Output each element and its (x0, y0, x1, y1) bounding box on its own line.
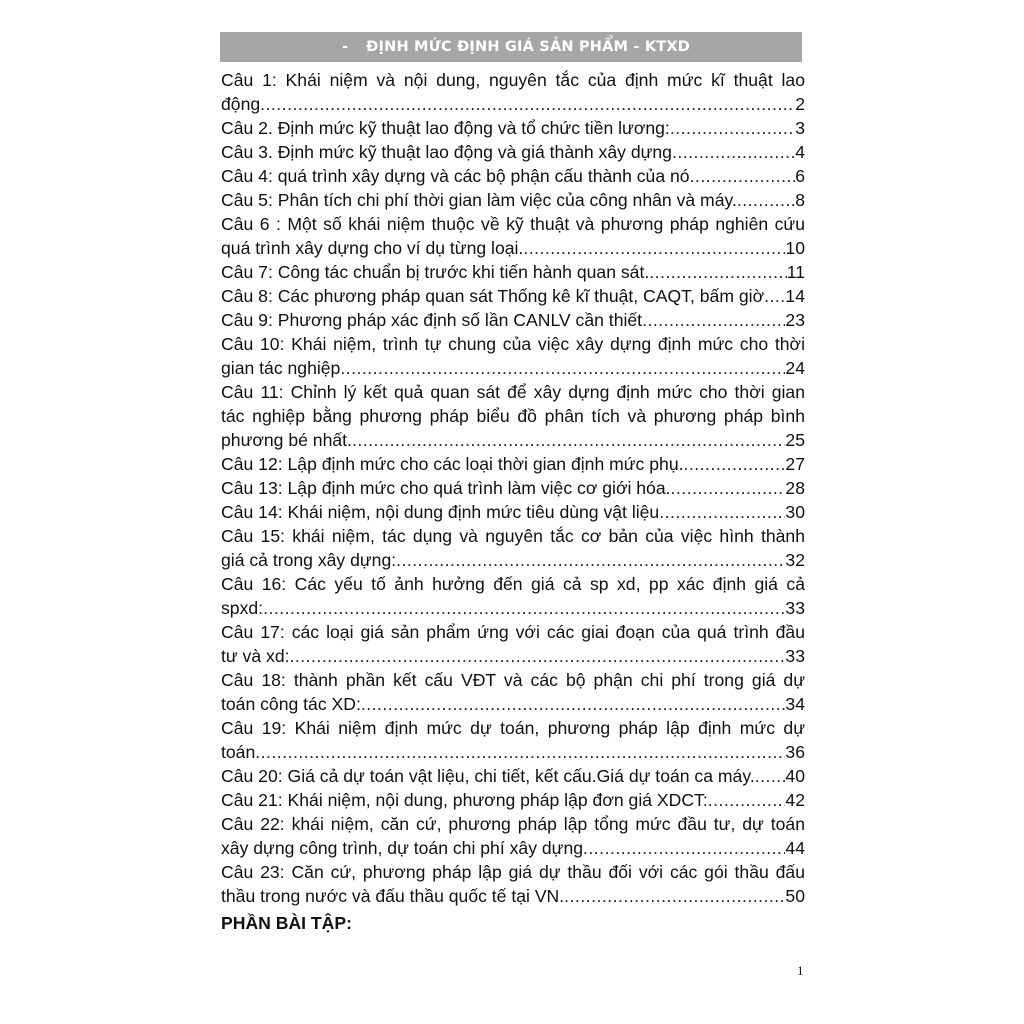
toc-entry-last-line (221, 644, 805, 668)
toc-entry (221, 716, 805, 764)
toc-entry-last-line (221, 260, 805, 284)
toc-entry-title: Câu 20: Giá cả dự toán vật liệu, chi tiết, kết cấu.Giá dự toán ca máy. (221, 766, 755, 786)
toc-dot-leader (684, 452, 786, 476)
toc-dot-leader (260, 92, 795, 116)
toc-entry-last-line (221, 836, 805, 860)
toc-entry (221, 764, 805, 788)
toc-entry-last-line (221, 692, 805, 716)
toc-page-number: 50 (785, 886, 805, 906)
header-dash: - (341, 39, 349, 55)
toc-page-number: 36 (785, 742, 805, 762)
toc-entry-title: gian tác nghiệp (221, 358, 341, 378)
toc-dot-leader (708, 788, 786, 812)
toc-entry (221, 500, 805, 524)
toc-entry-title: Câu 12: Lập định mức cho các loại thời gian định mức phụ. (221, 454, 684, 474)
toc-entry-title: Câu 9: Phương pháp xác định số lần CANLV cần thiết (221, 310, 643, 330)
toc-entry-text-line: Câu 1: Khái niệm và nội dung, nguyên tắc của định mức kĩ thuật lao (221, 70, 805, 90)
toc-entry-text-line: Câu 19: Khái niệm định mức dự toán, phương pháp lập định mức dự (221, 718, 805, 738)
toc-entry (221, 188, 805, 212)
toc-dot-leader (690, 164, 796, 188)
toc-entry-last-line (221, 284, 805, 308)
document-header-bar (220, 32, 802, 62)
header-title: ĐỊNH MỨC ĐỊNH GIÁ SẢN PHẨM - KTXD (366, 39, 691, 55)
toc-page-number: 25 (785, 430, 805, 450)
toc-dot-leader (352, 428, 785, 452)
toc-entry-title: Câu 21: Khái niệm, nội dung, phương pháp lập đơn giá XDCT: (221, 790, 708, 810)
toc-page-number: 40 (785, 766, 805, 786)
toc-entry-last-line (221, 788, 805, 812)
toc-entry-title: Câu 3. Định mức kỹ thuật lao động và giá thành xây dựng (221, 142, 672, 162)
toc-entry-text-line: Câu 10: Khái niệm, trình tự chung của việc xây dựng định mức cho thời (221, 334, 805, 354)
toc-page-number: 4 (795, 142, 805, 162)
toc-entry-title: Câu 13: Lập định mức cho quá trình làm việc cơ giới hóa. (221, 478, 671, 498)
toc-entry (221, 212, 805, 260)
toc-entry-text-line: tác nghiệp bằng phương pháp biểu đồ phân tích và phương pháp bình (221, 406, 805, 426)
toc-entry-last-line (221, 548, 805, 572)
toc-entry-last-line (221, 308, 805, 332)
toc-page-number: 10 (785, 238, 805, 258)
toc-entry (221, 332, 805, 380)
toc-entry (221, 524, 805, 572)
toc-entry-title: tư và xd: (221, 646, 290, 666)
toc-entry-text-line: Câu 17: các loại giá sản phẩm ứng với các giai đoạn của quá trình đầu (221, 622, 805, 642)
toc-entry-last-line (221, 596, 805, 620)
toc-dot-leader (340, 356, 785, 380)
toc-entry (221, 68, 805, 116)
toc-page-number: 6 (795, 166, 805, 186)
toc-entry (221, 572, 805, 620)
toc-dot-leader (361, 692, 786, 716)
toc-entry-last-line (221, 188, 805, 212)
toc-dot-leader (290, 644, 786, 668)
toc-entry-last-line (221, 92, 805, 116)
toc-entry (221, 812, 805, 860)
toc-entry-title: động (221, 94, 261, 114)
toc-entry-title: thầu trong nước và đấu thầu quốc tế tại VN. (221, 886, 565, 906)
toc-dot-leader (255, 740, 785, 764)
toc-entry-title: Câu 4: quá trình xây dựng và các bộ phận cấu thành của nó (221, 166, 690, 186)
toc-entry-title: Câu 14: Khái niệm, nội dung định mức tiêu dùng vật liệu (221, 502, 660, 522)
toc-entry-last-line (221, 476, 805, 500)
toc-entry-title: Câu 8: Các phương pháp quan sát Thống kê kĩ thuật, CAQT, bấm giờ (221, 286, 765, 306)
toc-entry-title: toán công tác XD: (221, 694, 361, 714)
toc-entry (221, 140, 805, 164)
toc-entry (221, 860, 805, 908)
toc-entry-last-line (221, 884, 805, 908)
toc-entry (221, 260, 805, 284)
toc-dot-leader (564, 884, 785, 908)
toc-entry-last-line (221, 428, 805, 452)
toc-dot-leader (523, 236, 785, 260)
toc-entry (221, 668, 805, 716)
toc-entry-title: spxd: (221, 598, 264, 618)
toc-entry (221, 380, 805, 452)
toc-dot-leader (649, 260, 787, 284)
toc-entry-title: giá cả trong xây dựng: (221, 550, 397, 570)
toc-entry-title: xây dựng công trình, dự toán chi phí xây dựng (221, 838, 584, 858)
toc-page-number: 33 (785, 598, 805, 618)
toc-entry (221, 308, 805, 332)
toc-entry-last-line (221, 500, 805, 524)
toc-entry-last-line (221, 740, 805, 764)
toc-entry-title: toán (221, 742, 256, 762)
toc-entry-last-line (221, 140, 805, 164)
toc-entry-text-line: Câu 22: khái niệm, căn cứ, phương pháp lập tổng mức đầu tư, dự toán (221, 814, 805, 834)
toc-page-number: 42 (785, 790, 805, 810)
section-title: PHẦN BÀI TẬP: (221, 913, 352, 933)
toc-entry-last-line (221, 452, 805, 476)
toc-entry-title: Câu 5: Phân tích chi phí thời gian làm việc của công nhân và máy. (221, 190, 737, 210)
toc-dot-leader (642, 308, 785, 332)
toc-page-number: 44 (785, 838, 805, 858)
toc-dot-leader (659, 500, 785, 524)
toc-entry-title: Câu 2. Định mức kỹ thuật lao động và tổ chức tiền lương: (221, 118, 670, 138)
toc-entry (221, 476, 805, 500)
toc-page-number: 8 (795, 190, 805, 210)
toc-page-number: 24 (785, 358, 805, 378)
toc-entry (221, 284, 805, 308)
toc-dot-leader (737, 188, 795, 212)
toc-page-number: 11 (786, 262, 805, 282)
toc-entry-last-line (221, 236, 805, 260)
toc-entry-text-line: Câu 16: Các yếu tố ảnh hưởng đến giá cả sp xd, pp xác định giá cả (221, 574, 805, 594)
toc-page-number: 2 (795, 94, 805, 114)
toc-entry-last-line (221, 764, 805, 788)
toc-entry-text-line: Câu 11: Chỉnh lý kết quả quan sát để xây dựng định mức cho thời gian (221, 382, 805, 402)
toc-page-number: 3 (795, 118, 805, 138)
toc-page-number: 27 (785, 454, 805, 474)
toc-page-number: 32 (785, 550, 805, 570)
toc-page-number: 23 (785, 310, 805, 330)
toc-entry (221, 452, 805, 476)
toc-page-number: 33 (785, 646, 805, 666)
toc-dot-leader (671, 476, 786, 500)
toc-dot-leader (583, 836, 785, 860)
toc-entry-last-line (221, 116, 805, 140)
toc-entry (221, 788, 805, 812)
toc-entry (221, 164, 805, 188)
toc-entry-text-line: Câu 23: Căn cứ, phương pháp lập giá dự thầu đối với các gói thầu đấu (221, 862, 805, 882)
toc-dot-leader (263, 596, 785, 620)
toc-dot-leader (670, 116, 795, 140)
toc-dot-leader (755, 764, 786, 788)
toc-dot-leader (396, 548, 785, 572)
toc-entry-title: phương bé nhất. (221, 430, 352, 450)
toc-page-number: 28 (785, 478, 805, 498)
toc-entry-text-line: Câu 15: khái niệm, tác dụng và nguyên tắc cơ bản của việc hình thành (221, 526, 805, 546)
toc-entry-title: quá trình xây dựng cho ví dụ từng loại. (221, 238, 524, 258)
toc-entry (221, 116, 805, 140)
toc-entry-text-line: Câu 18: thành phần kết cấu VĐT và các bộ phận chi phí trong giá dự (221, 670, 805, 690)
toc-dot-leader (672, 140, 795, 164)
toc-page-number: 30 (785, 502, 805, 522)
toc-entry (221, 620, 805, 668)
toc-entry-last-line (221, 356, 805, 380)
page-number: 1 (797, 963, 804, 978)
toc-entry-last-line (221, 164, 805, 188)
toc-dot-leader (764, 284, 785, 308)
table-of-contents (221, 68, 805, 908)
toc-page-number: 14 (785, 286, 805, 306)
toc-page-number: 34 (785, 694, 805, 714)
toc-entry-text-line: Câu 6 : Một số khái niệm thuộc về kỹ thuật và phương pháp nghiên cứu (221, 214, 805, 234)
toc-entry-title: Câu 7: Công tác chuẩn bị trước khi tiến hành quan sát. (221, 262, 650, 282)
